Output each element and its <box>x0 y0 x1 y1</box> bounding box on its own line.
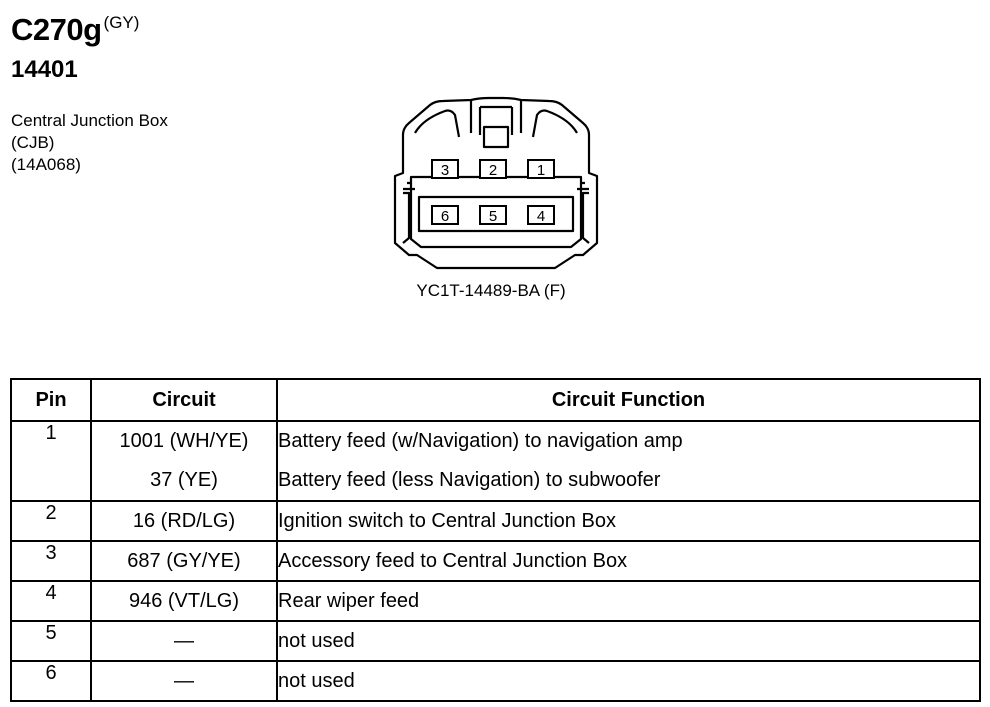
connector-id: C270g <box>11 12 102 47</box>
table-row <box>11 621 980 661</box>
header-pin: Pin <box>11 379 91 421</box>
circuit-cell: 687 (GY/YE) <box>91 541 277 581</box>
circuit-cell: — <box>91 661 277 701</box>
circuit-cell: — <box>91 621 277 661</box>
function-cell: not used <box>277 661 980 701</box>
function-value: Battery feed (less Navigation) to subwoofer <box>278 469 661 491</box>
function-cell: not used <box>277 621 980 661</box>
left-channel <box>415 111 459 138</box>
description-line: Central Junction Box <box>11 111 168 130</box>
table-row <box>11 661 980 701</box>
function-cell: Rear wiper feed <box>277 581 980 621</box>
circuit-value: 37 (YE) <box>150 469 218 491</box>
cavity-number: 2 <box>488 162 498 179</box>
function-cell: Ignition switch to Central Junction Box <box>277 501 980 541</box>
connector-color: (GY) <box>103 13 140 32</box>
connector-face-diagram <box>385 93 607 273</box>
cavity-number: 1 <box>536 162 546 179</box>
description-line: (14A068) <box>11 155 81 174</box>
pin-cell: 3 <box>11 541 91 581</box>
circuit-cell: 16 (RD/LG) <box>91 501 277 541</box>
housing-outline <box>395 98 597 268</box>
description-line: (CJB) <box>11 133 55 152</box>
pinout-table <box>10 378 981 702</box>
table-row <box>11 501 980 541</box>
table-row <box>11 421 980 501</box>
function-value: Battery feed (w/Navigation) to navigation amp <box>278 430 683 452</box>
latch-window <box>484 127 508 147</box>
part-number: 14401 <box>11 56 78 83</box>
pin-cell: 4 <box>11 581 91 621</box>
header-function: Circuit Function <box>277 379 980 421</box>
latch-frame <box>471 100 521 135</box>
connector-title <box>11 4 139 49</box>
header-circuit: Circuit <box>91 379 277 421</box>
pin-cell: 5 <box>11 621 91 661</box>
component-description <box>11 110 168 176</box>
right-rail <box>583 193 589 243</box>
pin-cell: 1 <box>11 421 91 501</box>
connector-part-label: YC1T-14489-BA (F) <box>416 281 566 300</box>
table-header-row <box>11 379 980 421</box>
cavity-number: 6 <box>440 208 450 225</box>
row-divider <box>403 183 589 189</box>
right-channel <box>533 111 577 138</box>
table-row <box>11 541 980 581</box>
function-cell <box>277 421 980 501</box>
circuit-value: 1001 (WH/YE) <box>119 430 249 452</box>
table-row <box>11 581 980 621</box>
cavity-number: 4 <box>536 208 546 225</box>
left-rail <box>403 193 409 243</box>
pin-cell: 6 <box>11 661 91 701</box>
circuit-cell: 946 (VT/LG) <box>91 581 277 621</box>
function-cell: Accessory feed to Central Junction Box <box>277 541 980 581</box>
cavity-number: 3 <box>440 162 450 179</box>
pin-cell: 2 <box>11 501 91 541</box>
terminal-cavities <box>432 160 554 225</box>
cavity-number: 5 <box>488 208 498 225</box>
circuit-cell <box>91 421 277 501</box>
